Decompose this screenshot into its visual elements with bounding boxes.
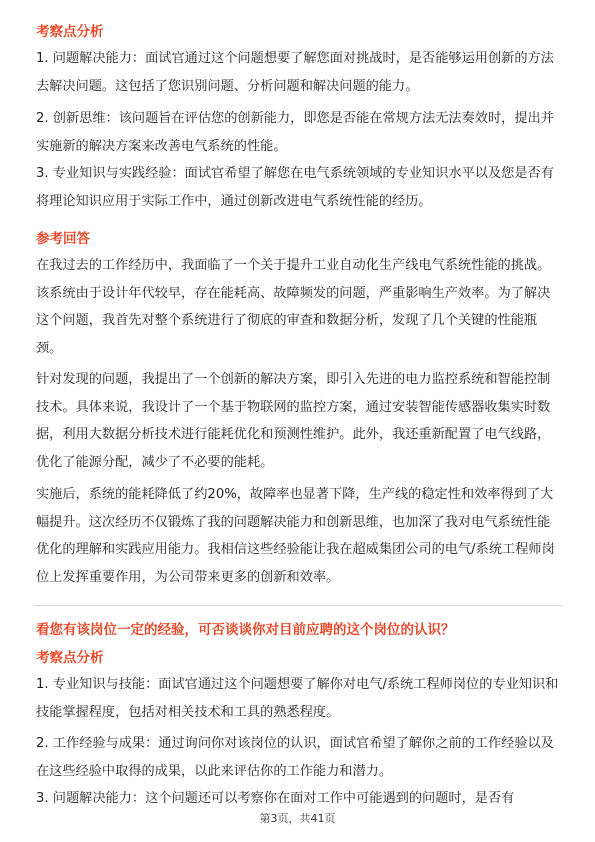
analysis-item: 3. 问题解决能力：这个问题还可以考察你在面对工作中可能遇到的问题时，是否有 — [36, 791, 515, 806]
answer-paragraph: 实施后，系统的能耗降低了约20%，故障率也显著下降，生产线的稳定性和效率得到了大幅提升。这次经历不仅锻炼了我的问题解决能力和创新思维，也加深了我对电气系统性能优化的理解和实践应用能力。我相信这些经验能让我在超威集团公司的电气/系统工程师岗位上发挥重要作用，为公司带来更多的创新和效率。 — [36, 487, 555, 585]
answer-paragraph: 在我过去的工作经历中，我面临了一个关于提升工业自动化生产线电气系统性能的挑战。该系统由于设计年代较早，存在能耗高、故障频发的问题，严重影响生产效率。为了解决这个问题，我首先对整个系统进行了彻底的审查和数据分析，发现了几个关键的性能瓶颈。 — [36, 258, 551, 356]
reference-answer-heading: 参考回答 — [36, 231, 90, 247]
answer-paragraph: 针对发现的问题，我提出了一个创新的解决方案，即引入先进的电力监控系统和智能控制技术。具体来说，我设计了一个基于物联网的监控方案，通过安装智能传感器收集实时数据，利用大数据分析技术进行能耗优化和预测性维护。此外，我还重新配置了电气线路，优化了能源分配，减少了不必要的能耗。 — [36, 372, 551, 470]
analysis-item: 3. 专业知识与实践经验：面试官希望了解您在电气系统领域的专业知识水平以及您是否有将理论知识应用于实际工作中，通过创新改进电气系统性能的经历。 — [36, 166, 554, 209]
analysis-item: 2. 创新思维：该问题旨在评估您的创新能力，即您是否能在常规方法无法奏效时，提出并实施新的解决方案来改善电气系统的性能。 — [36, 111, 554, 154]
interview-question: 看您有该岗位一定的经验，可否谈谈你对目前应聘的这个岗位的认识？ — [36, 622, 455, 638]
analysis-item: 1. 问题解决能力：面试官通过这个问题想要了解您面对挑战时，是否能够运用创新的方法去解决问题。这包括了您识别问题、分析问题和解决问题的能力。 — [36, 51, 554, 94]
analysis-heading: 考察点分析 — [36, 650, 104, 666]
page-number: 第3页，共41页 — [259, 812, 336, 825]
analysis-item: 2. 工作经验与成果：通过询问你对该岗位的认识，面试官希望了解你之前的工作经验以及在这些经验中取得的成果，以此来评估你的工作能力和潜力。 — [36, 736, 554, 779]
analysis-heading: 考察点分析 — [36, 24, 104, 40]
section-divider — [34, 605, 562, 606]
analysis-item: 1. 专业知识与技能：面试官通过这个问题想要了解你对电气/系统工程师岗位的专业知识和技能掌握程度，包括对相关技术和工具的熟悉程度。 — [36, 677, 559, 720]
